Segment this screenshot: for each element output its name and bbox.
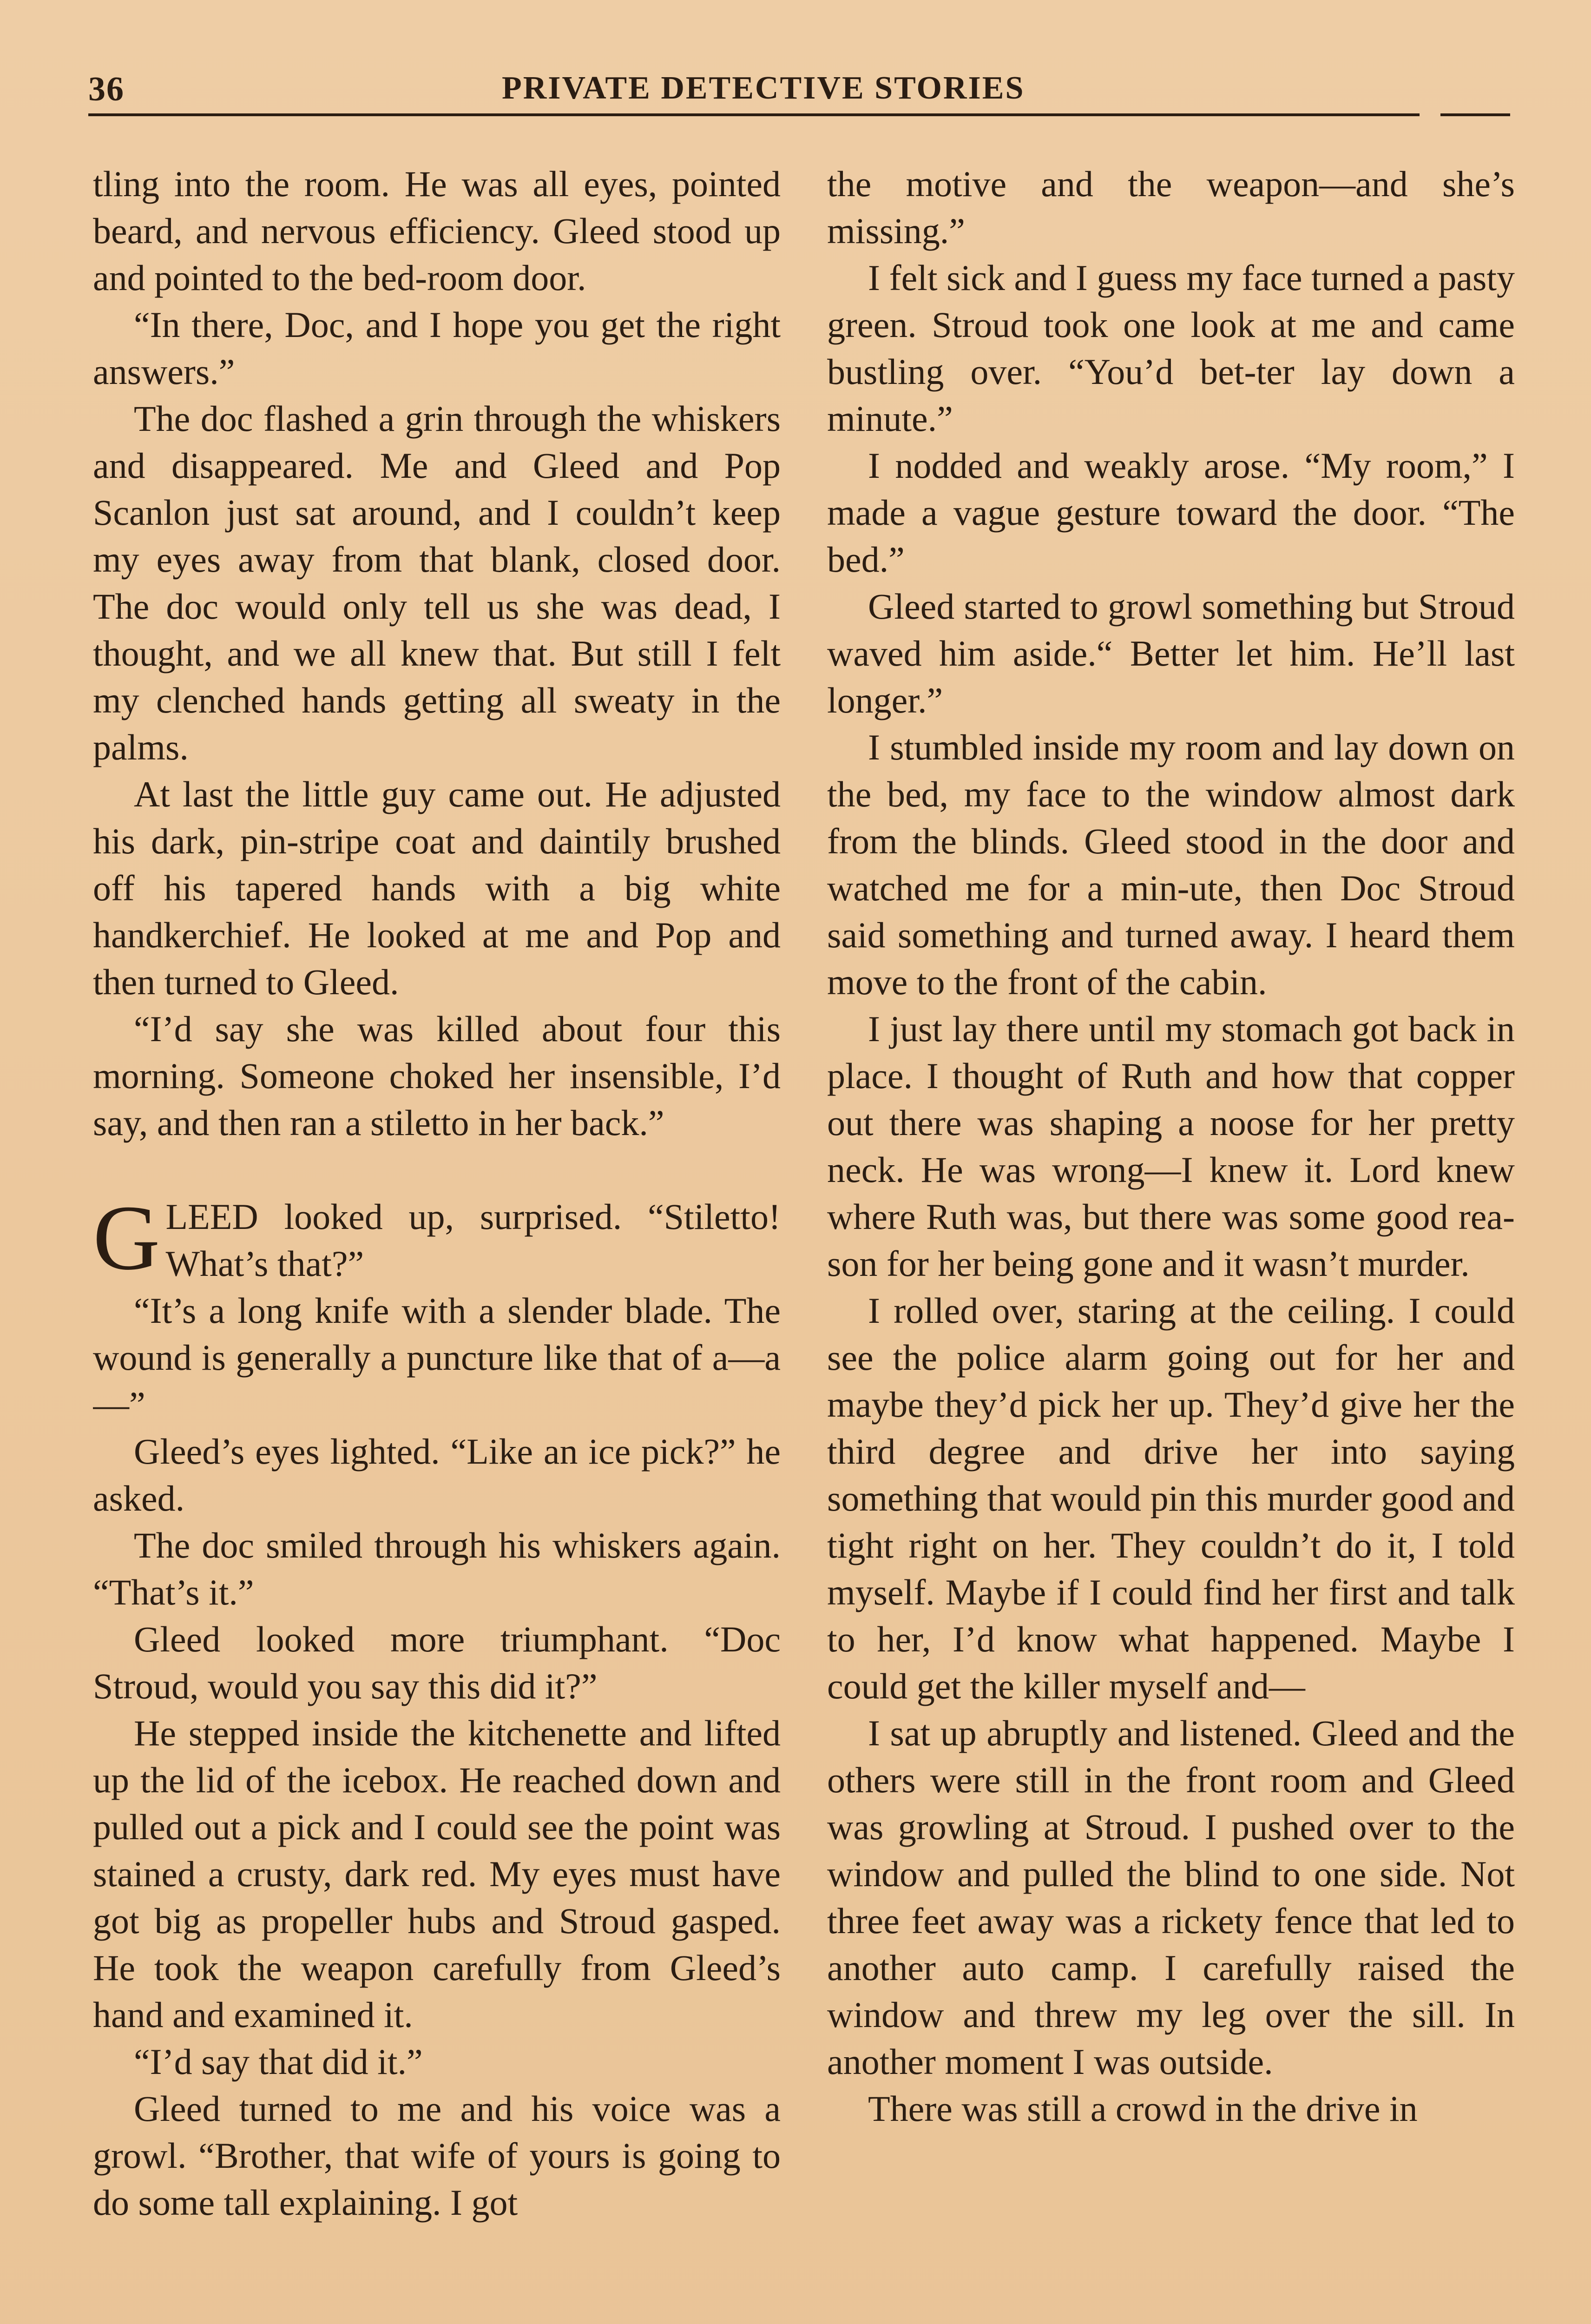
paragraph: “I’d say that did it.” [134, 2041, 423, 2082]
paragraph: I nodded and weakly arose. “My room,” I made a vague gesture toward the door. “The bed.” [827, 445, 1515, 580]
paragraph: Gleed started to growl something but Stroud waved him aside.“ Better let him. He’ll last longer.” [827, 586, 1515, 720]
paragraph: I just lay there until my stomach got back in place. I thought of Ruth and how that copper out there was shaping a noose for her pretty neck. He was wrong—I knew it. Lord knew where Ruth was, but there was some good rea-son for her being gone and it wasn’t murder. [827, 1009, 1515, 1284]
paragraph: At last the little guy came out. He adjusted his dark, pin-stripe coat and daintily brushed off his tapered hands with a big white handkerchief. He looked at me and Pop and then turned to Gleed. [93, 774, 781, 1002]
paragraph-text: LEED looked up, surprised. “Stiletto! What’s that?” [165, 1196, 781, 1284]
text-column-right [827, 160, 1515, 2324]
paragraph: Gleed looked more triumphant. “Doc Stroud, would you say this did it?” [93, 1619, 781, 1706]
running-title: PRIVATE DETECTIVE STORIES [502, 70, 1025, 106]
paragraph: the motive and the weapon—and she’s missing.” [827, 164, 1515, 251]
page-header [88, 65, 1510, 116]
paragraph: I stumbled inside my room and lay down on the bed, my face to the window almost dark from the blinds. Gleed stood in the door and watched me for a min-ute, then Doc Stroud said something and turned away. I heard them move to the front of the cabin. [827, 727, 1515, 1002]
header-rule-short [1440, 113, 1510, 116]
page-number: 36 [88, 70, 125, 108]
paragraph: I felt sick and I guess my face turned a pasty green. Stroud took one look at me and came bustling over. “You’d bet-ter lay down a minute.” [827, 257, 1515, 439]
header-rule [88, 113, 1420, 116]
drop-cap: G [93, 1187, 160, 1289]
paragraph: Gleed turned to me and his voice was a growl. “Brother, that wife of yours is going to do some tall explaining. I got [93, 2088, 781, 2223]
paragraph: I sat up abruptly and listened. Gleed and the others were still in the front room and Gleed was growling at Stroud. I pushed over to the window and pulled the blind to one side. Not three feet away was a rickety fence that led to another auto camp. I carefully raised the window and threw my leg over the sill. In another moment I was outside. [827, 1713, 1515, 2082]
paragraph: The doc flashed a grin through the whiskers and disappeared. Me and Gleed and Pop Scanlon just sat around, and I couldn’t keep my eyes away from that blank, closed door. The doc would only tell us she was dead, I thought, and we all knew that. But still I felt my clenched hands getting all sweaty in the palms. [93, 398, 781, 767]
text-column-left [93, 160, 781, 2324]
paragraph: He stepped inside the kitchenette and lifted up the lid of the icebox. He reached down and pulled out a pick and I could see the point was stained a crusty, dark red. My eyes must have got big as propeller hubs and Stroud gasped. He took the weapon carefully from Gleed’s hand and examined it. [93, 1713, 781, 2035]
paragraph: There was still a crowd in the drive in [868, 2088, 1418, 2129]
paragraph: Gleed’s eyes lighted. “Like an ice pick?” he asked. [93, 1431, 781, 1519]
paragraph: tling into the room. He was all eyes, pointed beard, and nervous efficiency. Gleed stood up and pointed to the bed-room door. [93, 164, 781, 298]
paragraph: I rolled over, staring at the ceiling. I could see the police alarm going out for her and maybe they’d pick her up. They’d give her the third degree and drive her into saying something that would pin this murder good and tight right on her. They couldn’t do it, I told myself. Maybe if I could find her first and talk to her, I’d know what happened. Maybe I could get the killer myself and— [827, 1290, 1515, 1706]
paragraph: “In there, Doc, and I hope you get the right answers.” [93, 304, 781, 392]
paragraph-dropcap [93, 1187, 781, 1289]
paragraph: “I’d say she was killed about four this morning. Someone choked her insensible, I’d say, and then ran a stiletto in her back.” [93, 1009, 781, 1143]
paragraph: The doc smiled through his whiskers again. “That’s it.” [93, 1525, 781, 1612]
paragraph: “It’s a long knife with a slender blade. The wound is generally a puncture like that of a—a—” [93, 1290, 781, 1425]
